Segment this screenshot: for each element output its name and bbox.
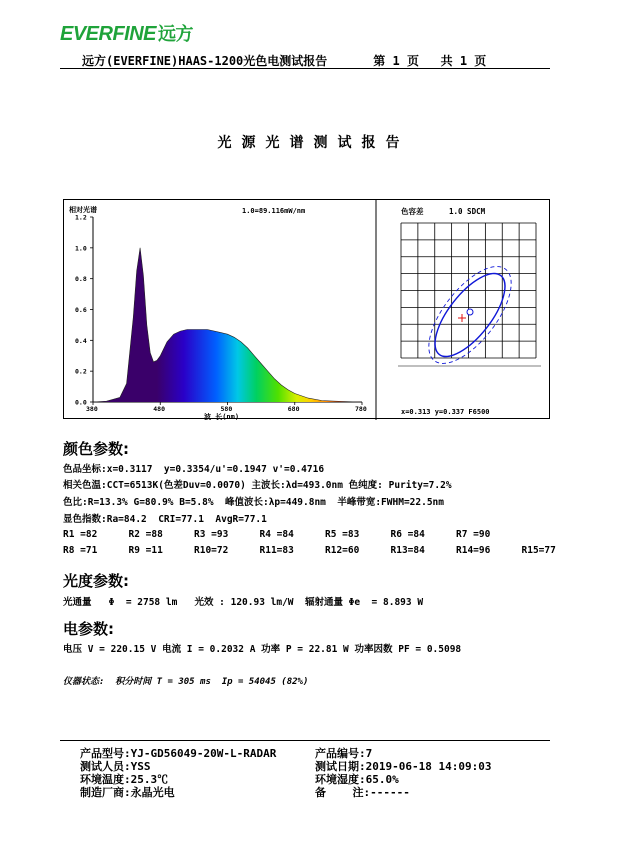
cie-footer: x=0.313 y=0.337 F6500 — [401, 408, 490, 416]
y-tick-label: 1.0 — [75, 244, 87, 253]
chromaticity-line: 色品坐标:x=0.3117 y=0.3354/u'=0.1947 v'=0.4716 — [63, 464, 325, 475]
electrical-line: 电压 V = 220.15 V 电流 I = 0.2032 A 功率 P = 22.81 W 功率因数 PF = 0.5098 — [63, 644, 462, 655]
product-number: 产品编号:7 — [315, 747, 373, 760]
r-value: R8 =71 — [63, 545, 98, 556]
peak-note: 1.0=89.116mW/nm — [242, 207, 306, 215]
report-header-title: 远方(EVERFINE)HAAS-1200光色电测试报告 — [82, 54, 328, 68]
report-header — [82, 52, 486, 69]
x-tick-label: 580 — [220, 405, 233, 413]
y-tick-label: 0.0 — [75, 398, 87, 407]
instrument-status: 仪器状态: 积分时间 T = 305 ms Ip = 54045 (82%) — [63, 677, 309, 687]
remark: 备 注:------ — [315, 786, 410, 799]
r-values-row-2 — [63, 545, 583, 559]
x-tick-label: 480 — [153, 405, 165, 413]
r-value: R11=83 — [259, 545, 294, 556]
header-divider — [60, 68, 550, 69]
color-ratio-line: 色比:R=13.3% G=80.9% B=5.8% 峰值波长:λp=449.8nm 半峰带宽:FWHM=22.5nm — [63, 497, 444, 508]
x-tick-label: 680 — [287, 405, 300, 413]
product-model: 产品型号:YJ-GD56049-20W-L-RADAR — [80, 747, 277, 760]
r-value: R12=60 — [325, 545, 360, 556]
r-value: R6 =84 — [390, 529, 425, 540]
r-value: R15=77 — [521, 545, 556, 556]
target-point — [467, 309, 473, 315]
cct-line: 相关色温:CCT=6513K(色差Duv=0.0070) 主波长:λd=493.0nm 色纯度: Purity=7.2% — [63, 480, 452, 491]
r-value: R5 =83 — [325, 529, 360, 540]
electrical-heading: 电参数: — [63, 620, 114, 638]
photometric-heading: 光度参数: — [63, 572, 129, 590]
x-tick-label: 380 — [86, 405, 98, 413]
color-params-heading: 颜色参数: — [63, 440, 129, 458]
r-value: R9 =11 — [128, 545, 163, 556]
footer-divider — [60, 740, 550, 741]
r-value: R2 =88 — [128, 529, 163, 540]
cie-grid — [398, 223, 541, 366]
ambient-humidity: 环境湿度:65.0% — [315, 773, 399, 786]
chart-svg — [64, 200, 551, 420]
cie-label: 色容差 — [401, 207, 424, 216]
r-value: R10=72 — [194, 545, 229, 556]
spectrum-xlabel: 波 长(nm) — [204, 413, 240, 420]
r-values-row-1 — [63, 529, 583, 543]
test-date: 测试日期:2019-06-18 14:09:03 — [315, 760, 492, 773]
y-tick-label: 0.8 — [75, 275, 87, 284]
measured-point — [458, 314, 466, 322]
y-tick-label: 1.2 — [75, 213, 87, 222]
cie-sdcm: 1.0 SDCM — [449, 207, 486, 216]
chart-panel — [63, 199, 550, 419]
y-tick-label: 0.4 — [75, 336, 87, 345]
everfine-logo: EVERFINE 远方 — [60, 23, 194, 45]
cri-line: 显色指数:Ra=84.2 CRI=77.1 AvgR=77.1 — [63, 514, 267, 525]
r-value: R13=84 — [390, 545, 425, 556]
r-value: R14=96 — [456, 545, 491, 556]
spectrum-area — [93, 248, 362, 402]
manufacturer: 制造厂商:永晶光电 — [80, 786, 175, 799]
x-tick-label: 780 — [355, 405, 367, 413]
photometric-line: 光通量 Φ = 2758 lm 光效 : 120.93 lm/W 辐射通量 Φe = 8.893 W — [63, 597, 424, 608]
page-indicator: 第 1 页 共 1 页 — [373, 54, 487, 68]
y-tick-label: 0.6 — [75, 306, 87, 314]
r-value: R1 =82 — [63, 529, 98, 540]
ambient-temperature: 环境温度:25.3℃ — [80, 773, 169, 786]
r-value: R4 =84 — [259, 529, 294, 540]
tester: 测试人员:YSS — [80, 760, 151, 773]
y-tick-label: 0.2 — [75, 367, 87, 376]
r-value: R7 =90 — [456, 529, 491, 540]
spectrum-ylabel: 相对光谱 — [69, 206, 97, 214]
page-title: 光源光谱测试报告 — [217, 135, 410, 151]
r-value: R3 =93 — [194, 529, 229, 540]
